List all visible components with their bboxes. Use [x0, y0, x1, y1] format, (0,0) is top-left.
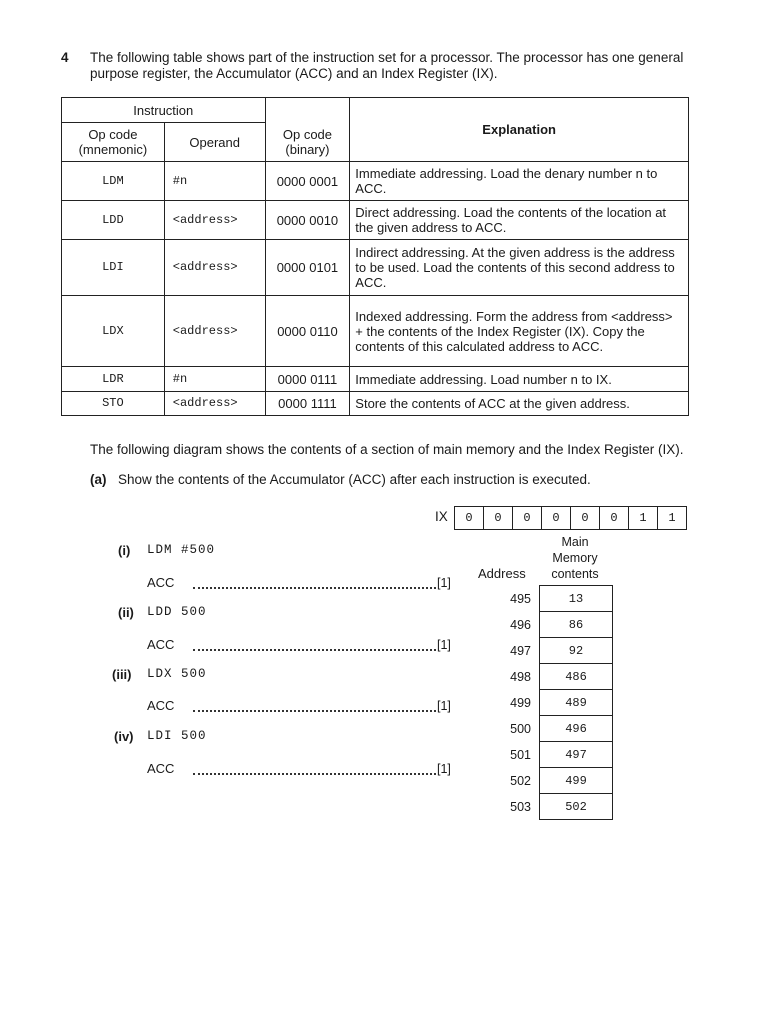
operand-cell: <address> [164, 392, 265, 416]
memory-row [482, 664, 613, 690]
mnemonic-cell: LDD [62, 201, 165, 240]
explanation-cell: Indexed addressing. Form the address from <address> + the contents of the Index Register (IX). Copy the contents of this calculated address to ACC. [350, 296, 689, 367]
subquestion-label: (ii) [118, 605, 134, 620]
explanation-cell: Indirect addressing. At the given address is the address to be used. Load the contents of this second address to ACC. [350, 240, 689, 296]
ix-bit: 0 [513, 506, 542, 530]
table-row [62, 240, 689, 296]
table-row [62, 296, 689, 367]
memory-row [482, 742, 613, 768]
memory-value: 502 [540, 794, 613, 820]
memory-value: 497 [540, 742, 613, 768]
table-row [62, 392, 689, 416]
operand-cell: <address> [164, 296, 265, 367]
memory-table [482, 585, 613, 820]
memory-address: 498 [510, 669, 531, 684]
memory-address: 496 [510, 617, 531, 632]
part-a-label: (a) [90, 472, 107, 487]
ix-bit: 0 [600, 506, 629, 530]
explanation-cell: Store the contents of ACC at the given address. [350, 392, 689, 416]
table-row [62, 162, 689, 201]
memory-row [482, 690, 613, 716]
memory-address: 497 [510, 643, 531, 658]
instruction-header: Instruction [62, 98, 266, 123]
memory-address: 503 [510, 799, 531, 814]
subquestion-label: (iv) [114, 729, 134, 744]
memory-address: 495 [510, 591, 531, 606]
memory-value: 86 [540, 612, 613, 638]
mnemonic-cell: STO [62, 392, 165, 416]
memory-value: 496 [540, 716, 613, 742]
diagram-intro-text: The following diagram shows the contents of a section of main memory and the Index Register (IX). [90, 442, 684, 457]
ix-bit: 0 [484, 506, 513, 530]
ix-bit: 0 [542, 506, 571, 530]
mnemonic-cell: LDI [62, 240, 165, 296]
explanation-cell: Direct addressing. Load the contents of the location at the given address to ACC. [350, 201, 689, 240]
mark-allocation: [1] [437, 762, 451, 776]
memory-address: 501 [510, 747, 531, 762]
mark-allocation: [1] [437, 576, 451, 590]
subquestion-instruction: LDI 500 [147, 729, 207, 743]
part-a-text: Show the contents of the Accumulator (ACC) after each instruction is executed. [118, 472, 591, 487]
table-row [62, 201, 689, 240]
subquestion-instruction: LDM #500 [147, 543, 216, 557]
answer-line[interactable] [193, 577, 436, 589]
mark-allocation: [1] [437, 638, 451, 652]
operand-cell: #n [164, 367, 265, 392]
index-register [454, 506, 687, 530]
binary-cell: 0000 0010 [265, 201, 350, 240]
memory-row [482, 586, 613, 612]
operand-cell: <address> [164, 201, 265, 240]
mark-allocation: [1] [437, 699, 451, 713]
binary-cell: 0000 0110 [265, 296, 350, 367]
memory-value: 486 [540, 664, 613, 690]
opcode-mnemonic-header: Op code (mnemonic) [62, 123, 165, 162]
table-header-row [62, 98, 689, 123]
operand-cell: #n [164, 162, 265, 201]
answer-line[interactable] [193, 700, 436, 712]
binary-cell: 0000 0111 [265, 367, 350, 392]
memory-value: 13 [540, 586, 613, 612]
mnemonic-cell: LDX [62, 296, 165, 367]
binary-cell: 0000 1111 [265, 392, 350, 416]
ix-bit: 0 [571, 506, 600, 530]
memory-value: 489 [540, 690, 613, 716]
question-number: 4 [61, 50, 69, 65]
mnemonic-cell: LDM [62, 162, 165, 201]
memory-address: 500 [510, 721, 531, 736]
binary-cell: 0000 0101 [265, 240, 350, 296]
ix-bit: 1 [629, 506, 658, 530]
explanation-cell: Immediate addressing. Load number n to IX. [350, 367, 689, 392]
acc-label: ACC [147, 575, 175, 590]
subquestion-instruction: LDX 500 [147, 667, 207, 681]
answer-line[interactable] [193, 639, 436, 651]
memory-row [482, 768, 613, 794]
mnemonic-cell: LDR [62, 367, 165, 392]
operand-header: Operand [164, 123, 265, 162]
table-row [62, 367, 689, 392]
binary-cell: 0000 0001 [265, 162, 350, 201]
memory-address: 502 [510, 773, 531, 788]
opcode-binary-header: Op code (binary) [265, 123, 350, 162]
instruction-set-table [61, 97, 689, 416]
subquestion-instruction: LDD 500 [147, 605, 207, 619]
memory-value: 499 [540, 768, 613, 794]
subquestion-label: (iii) [112, 667, 132, 682]
memory-contents-header: Main Memory contents [551, 535, 599, 581]
blank-header-cell [265, 98, 350, 123]
ix-label: IX [435, 509, 448, 524]
ix-bit: 0 [455, 506, 484, 530]
explanation-cell: Immediate addressing. Load the denary number n to ACC. [350, 162, 689, 201]
ix-bit: 1 [658, 506, 687, 530]
acc-label: ACC [147, 761, 175, 776]
memory-address: 499 [510, 695, 531, 710]
memory-row [482, 794, 613, 820]
acc-label: ACC [147, 637, 175, 652]
subquestion-label: (i) [118, 543, 131, 558]
address-header: Address [478, 566, 526, 581]
memory-row [482, 612, 613, 638]
memory-value: 92 [540, 638, 613, 664]
memory-row [482, 638, 613, 664]
question-intro: The following table shows part of the instruction set for a processor. The processor has one general purpose register, the Accumulator (ACC) and an Index Register (IX). [90, 50, 684, 81]
answer-line[interactable] [193, 763, 436, 775]
operand-cell: <address> [164, 240, 265, 296]
memory-row [482, 716, 613, 742]
explanation-header: Explanation [350, 98, 689, 162]
acc-label: ACC [147, 698, 175, 713]
